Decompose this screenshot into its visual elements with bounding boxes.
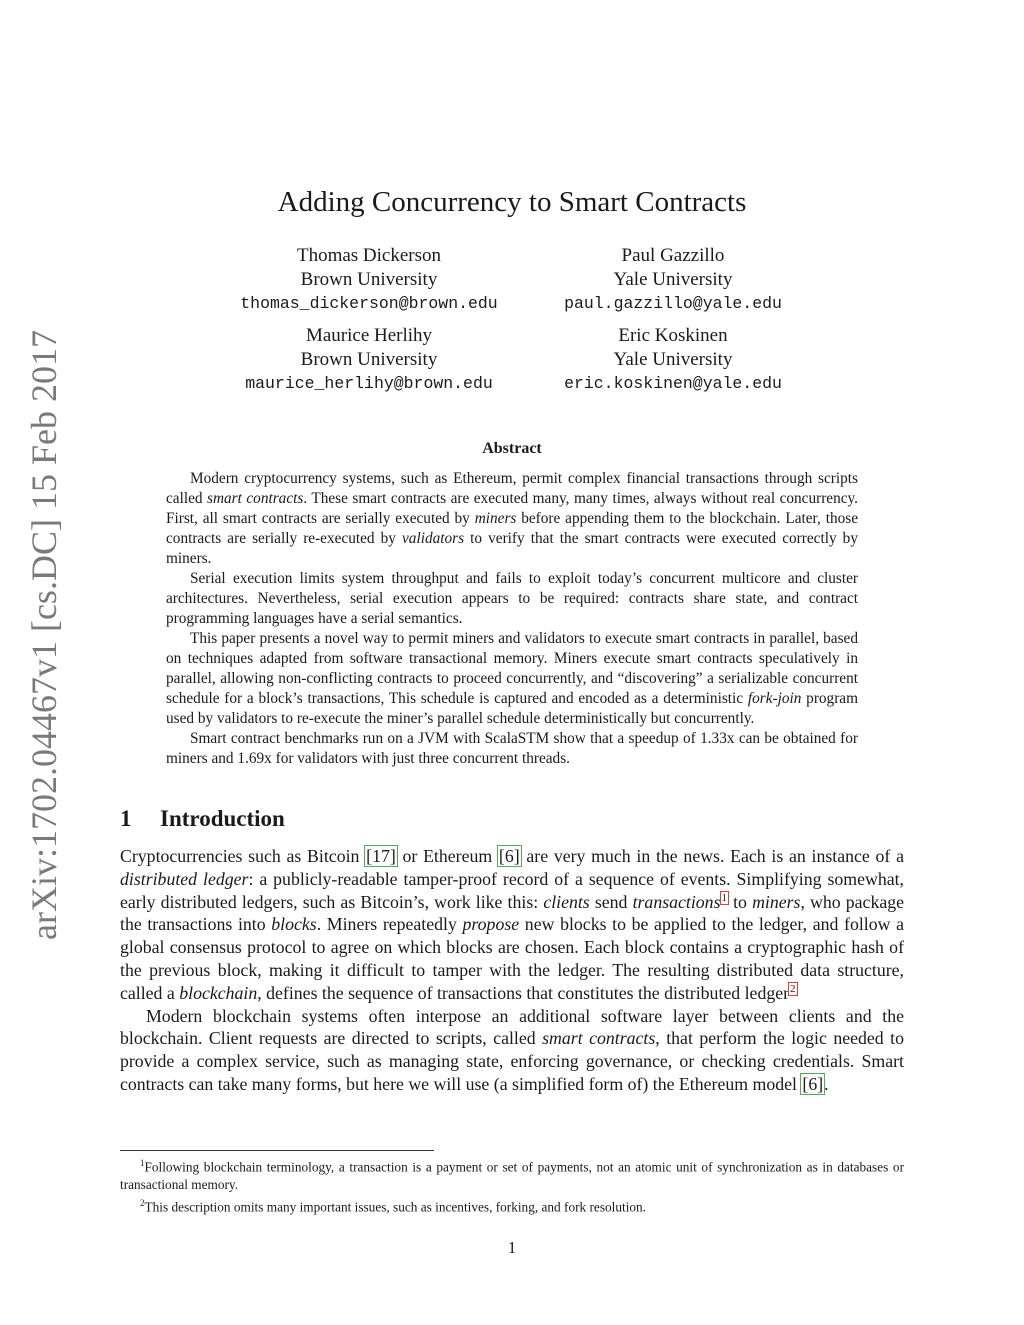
footnote-mark: 2 xyxy=(140,1198,145,1209)
author-name: Thomas Dickerson xyxy=(296,245,442,266)
emphasis: fork-join xyxy=(747,690,802,707)
footnote-link[interactable]: 1 xyxy=(721,891,727,904)
footnote-link[interactable]: 2 xyxy=(790,982,796,995)
footnote-text: This description omits many important issues, such as incentives, forking, and fork resolution. xyxy=(144,1199,647,1215)
author-email[interactable]: thomas_dickerson@brown.edu xyxy=(240,294,498,313)
abstract-paragraph xyxy=(166,469,858,569)
abstract-heading: Abstract xyxy=(482,440,542,457)
text-run: : a publicly-readable tamper-proof record of a sequence of events. Simplifying somewhat, early distributed ledgers, such as Bitcoin’s, work like this: xyxy=(120,868,904,912)
text-run: Modern blockchain systems often interpose an additional software layer between clients and the blockchain. Client requests are directed to scripts, called xyxy=(120,1005,904,1049)
text-run: to xyxy=(728,891,753,912)
body-paragraph xyxy=(120,845,904,1005)
text-run: Modern cryptocurrency systems, such as Ethereum, permit complex financial transactions through scripts called xyxy=(166,470,858,507)
text-run: to verify that the smart contracts were executed correctly by miners. xyxy=(166,530,858,567)
text-run: or Ethereum xyxy=(396,846,498,866)
author-email[interactable]: paul.gazzillo@yale.edu xyxy=(564,294,782,313)
author-name: Eric Koskinen xyxy=(618,325,728,346)
footnote-divider xyxy=(120,1150,434,1151)
text-run: before appending them to the blockchain. Later, those contracts are serially re-executed by xyxy=(166,510,858,547)
text-run: . Miners repeatedly xyxy=(316,914,463,935)
author-name: Maurice Herlihy xyxy=(305,325,433,346)
emphasis: transactions xyxy=(632,891,721,912)
author-affiliation: Brown University xyxy=(300,269,438,290)
text-run: , who package the transactions into xyxy=(120,891,905,935)
emphasis: validators xyxy=(402,530,465,547)
section-title: Introduction xyxy=(160,806,285,831)
footnote xyxy=(120,1154,904,1194)
footnote-mark: 1 xyxy=(140,1158,145,1168)
section-heading xyxy=(120,806,920,832)
paper-title: Adding Concurrency to Smart Contracts xyxy=(277,186,747,218)
citation-link[interactable]: [17] xyxy=(366,846,396,866)
text-run: send xyxy=(589,891,633,912)
emphasis: miners xyxy=(752,891,801,912)
abstract-paragraph xyxy=(166,629,858,729)
abstract-paragraph: Serial execution limits system throughput and fails to exploit today’s concurrent multicore and cluster architectures. Nevertheless, serial execution appears to be required: contracts share state, and contract programming languages have a serial semantics. xyxy=(166,570,858,627)
text-run: . xyxy=(824,1073,829,1094)
author-email[interactable]: eric.koskinen@yale.edu xyxy=(564,374,782,393)
body-paragraph xyxy=(120,1005,904,1096)
emphasis: smart contracts xyxy=(542,1028,656,1049)
section-number: 1 xyxy=(120,806,132,831)
author-block xyxy=(493,324,853,396)
author-email[interactable]: maurice_herlihy@brown.edu xyxy=(245,374,493,393)
text-run: Cryptocurrencies such as Bitcoin xyxy=(120,846,366,866)
author-name: Paul Gazzillo xyxy=(621,245,725,266)
citation-link[interactable]: [6] xyxy=(498,846,520,866)
text-run: are very much in the news. Each is an instance of a xyxy=(520,846,904,866)
emphasis: clients xyxy=(543,891,590,912)
author-block xyxy=(493,244,853,316)
footnote xyxy=(120,1194,904,1216)
emphasis: miners xyxy=(474,510,517,527)
footnote-text: Following blockchain terminology, a transaction is a payment or set of payments, not an atomic unit of synchronization as in databases or transactional memory. xyxy=(120,1159,904,1193)
emphasis: blocks xyxy=(271,914,317,935)
emphasis: smart contracts xyxy=(207,490,304,507)
citation-link[interactable]: [6] xyxy=(802,1073,824,1094)
emphasis: blockchain xyxy=(179,982,258,1003)
abstract-body xyxy=(166,469,858,769)
text-run: program used by validators to re-execute the miner’s parallel schedule deterministically but concurrently. xyxy=(166,690,858,727)
author-affiliation: Yale University xyxy=(613,349,733,370)
abstract-paragraph: Smart contract benchmarks run on a JVM with ScalaSTM show that a speedup of 1.33x can be obtained for miners and 1.69x for validators with just three concurrent threads. xyxy=(166,730,858,767)
text-run: This paper presents a novel way to permit miners and validators to execute smart contracts in parallel, based on techniques adapted from software transactional memory. Miners execute smart contracts speculatively in parallel, allowing non-conflicting contracts to proceed concurrently, and “discovering” a serializable concurrent schedule for a block’s transactions, This schedule is captured and encoded as a deterministic xyxy=(166,630,858,707)
text-run: , that perform the logic needed to provide a complex service, such as managing state, enforcing governance, or checking credentials. Smart contracts can take many forms, but here we will use (a simplified form of) the Ethereum model xyxy=(120,1028,904,1094)
author-affiliation: Yale University xyxy=(613,269,733,290)
introduction-body xyxy=(120,845,904,1096)
arxiv-stamp: arXiv:1702.04467v1 [cs.DC] 15 Feb 2017 xyxy=(24,330,64,940)
author-affiliation: Brown University xyxy=(300,349,438,370)
text-run: , defines the sequence of transactions that constitutes the distributed ledger xyxy=(257,982,790,1003)
emphasis: propose xyxy=(462,914,520,935)
page-number: 1 xyxy=(507,1238,517,1257)
footnotes xyxy=(120,1154,904,1217)
emphasis: distributed ledger xyxy=(120,868,249,889)
text-run: . These smart contracts are executed many, many times, always without real concurrency. First, all smart contracts are serially executed by xyxy=(166,490,859,527)
text-run: new blocks to be applied to the ledger, and follow a global consensus protocol to agree on which blocks are chosen. Each block contains a cryptographic hash of the previous block, making it difficult to tamper with the ledger. The resulting distributed data structure, called a xyxy=(120,914,904,1003)
